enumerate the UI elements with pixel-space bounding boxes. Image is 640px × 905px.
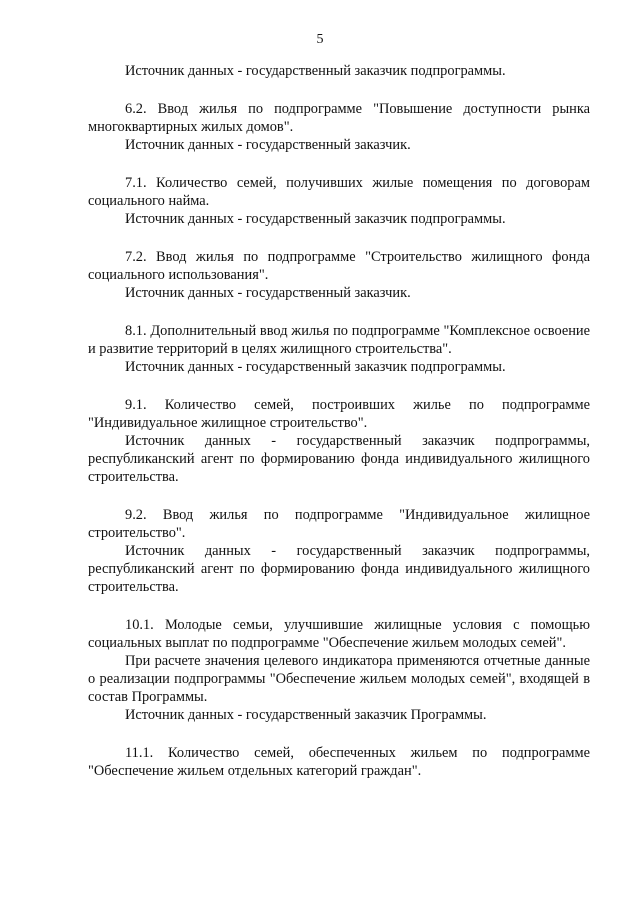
paragraph-item-6-2: 6.2. Ввод жилья по подпрограмме "Повышение доступности рынка многоквартирных жилых домов". xyxy=(88,101,590,135)
paragraph-note-10-1: При расчете значения целевого индикатора применяются отчетные данные о реализации подпрограммы "Обеспечение жильем молодых семей", входящей в состав Программы. xyxy=(88,653,590,705)
paragraph-source-6-2: Источник данных - государственный заказчик. xyxy=(125,137,411,153)
paragraph-item-10-1: 10.1. Молодые семьи, улучшившие жилищные условия с помощью социальных выплат по подпрограмме "Обеспечение жильем молодых семей". xyxy=(88,617,590,651)
page-number: 5 xyxy=(316,32,324,47)
paragraph-source-8-1: Источник данных - государственный заказчик подпрограммы. xyxy=(125,359,506,375)
paragraph-source-9-2: Источник данных - государственный заказчик подпрограммы, республиканский агент по формированию фонда индивидуального жилищного строительства. xyxy=(88,543,590,595)
paragraph-item-9-1: 9.1. Количество семей, построивших жилье по подпрограмме "Индивидуальное жилищное строительство". xyxy=(88,397,590,431)
paragraph-source-9-1: Источник данных - государственный заказчик подпрограммы, республиканский агент по формированию фонда индивидуального жилищного строительства. xyxy=(88,433,590,485)
paragraph-item-7-1: 7.1. Количество семей, получивших жилые помещения по договорам социального найма. xyxy=(88,175,590,209)
paragraph-item-9-2: 9.2. Ввод жилья по подпрограмме "Индивидуальное жилищное строительство". xyxy=(88,507,590,541)
paragraph-source-7-2: Источник данных - государственный заказчик. xyxy=(125,285,411,301)
paragraph-item-7-2: 7.2. Ввод жилья по подпрограмме "Строительство жилищного фонда социального использования". xyxy=(88,249,590,283)
document-body xyxy=(88,62,590,780)
paragraph-item-11-1: 11.1. Количество семей, обеспеченных жильем по подпрограмме "Обеспечение жильем отдельных категорий граждан". xyxy=(88,745,590,779)
paragraph-source-10-1: Источник данных - государственный заказчик Программы. xyxy=(125,707,487,723)
paragraph-source-7-1: Источник данных - государственный заказчик подпрограммы. xyxy=(125,211,506,227)
paragraph-source-1: Источник данных - государственный заказчик подпрограммы. xyxy=(125,63,506,79)
paragraph-item-8-1: 8.1. Дополнительный ввод жилья по подпрограмме "Комплексное освоение и развитие территорий в целях жилищного строительства". xyxy=(88,323,590,357)
